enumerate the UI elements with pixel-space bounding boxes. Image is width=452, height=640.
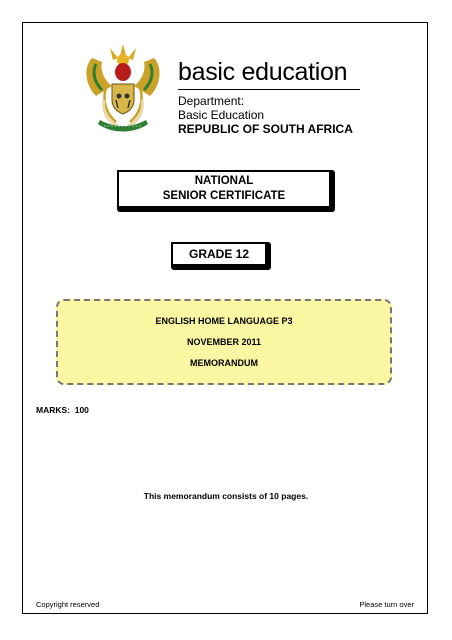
footer-copyright: Copyright reserved	[36, 600, 100, 609]
brand-title: basic education	[178, 58, 348, 86]
department-label: Department:	[178, 94, 245, 108]
brand-block	[178, 58, 360, 136]
shield	[112, 84, 134, 114]
certificate-box	[117, 170, 335, 212]
right-wing	[134, 58, 160, 96]
department-name: Basic Education	[178, 108, 265, 122]
sun-rays	[110, 44, 136, 66]
brand-divider	[178, 89, 360, 90]
page-count-note: This memorandum consists of 10 pages.	[143, 491, 309, 501]
coat-of-arms-icon	[82, 40, 164, 136]
country-name: REPUBLIC OF SOUTH AFRICA	[178, 122, 353, 136]
certificate-line-2: SENIOR CERTIFICATE	[162, 190, 286, 202]
footer-turn-over: Please turn over	[359, 600, 414, 609]
left-wing	[86, 58, 112, 96]
grade-label: GRADE 12	[171, 242, 267, 266]
paper-session: NOVEMBER 2011	[186, 336, 262, 347]
marks-total: MARKS: 100	[36, 405, 89, 415]
grade-box	[171, 242, 271, 270]
paper-subject: ENGLISH HOME LANGUAGE P3	[155, 315, 293, 326]
paper-info-box	[56, 299, 392, 385]
paper-type: MEMORANDUM	[190, 358, 258, 369]
protea	[115, 63, 131, 81]
certificate-line-1: NATIONAL	[194, 175, 254, 187]
